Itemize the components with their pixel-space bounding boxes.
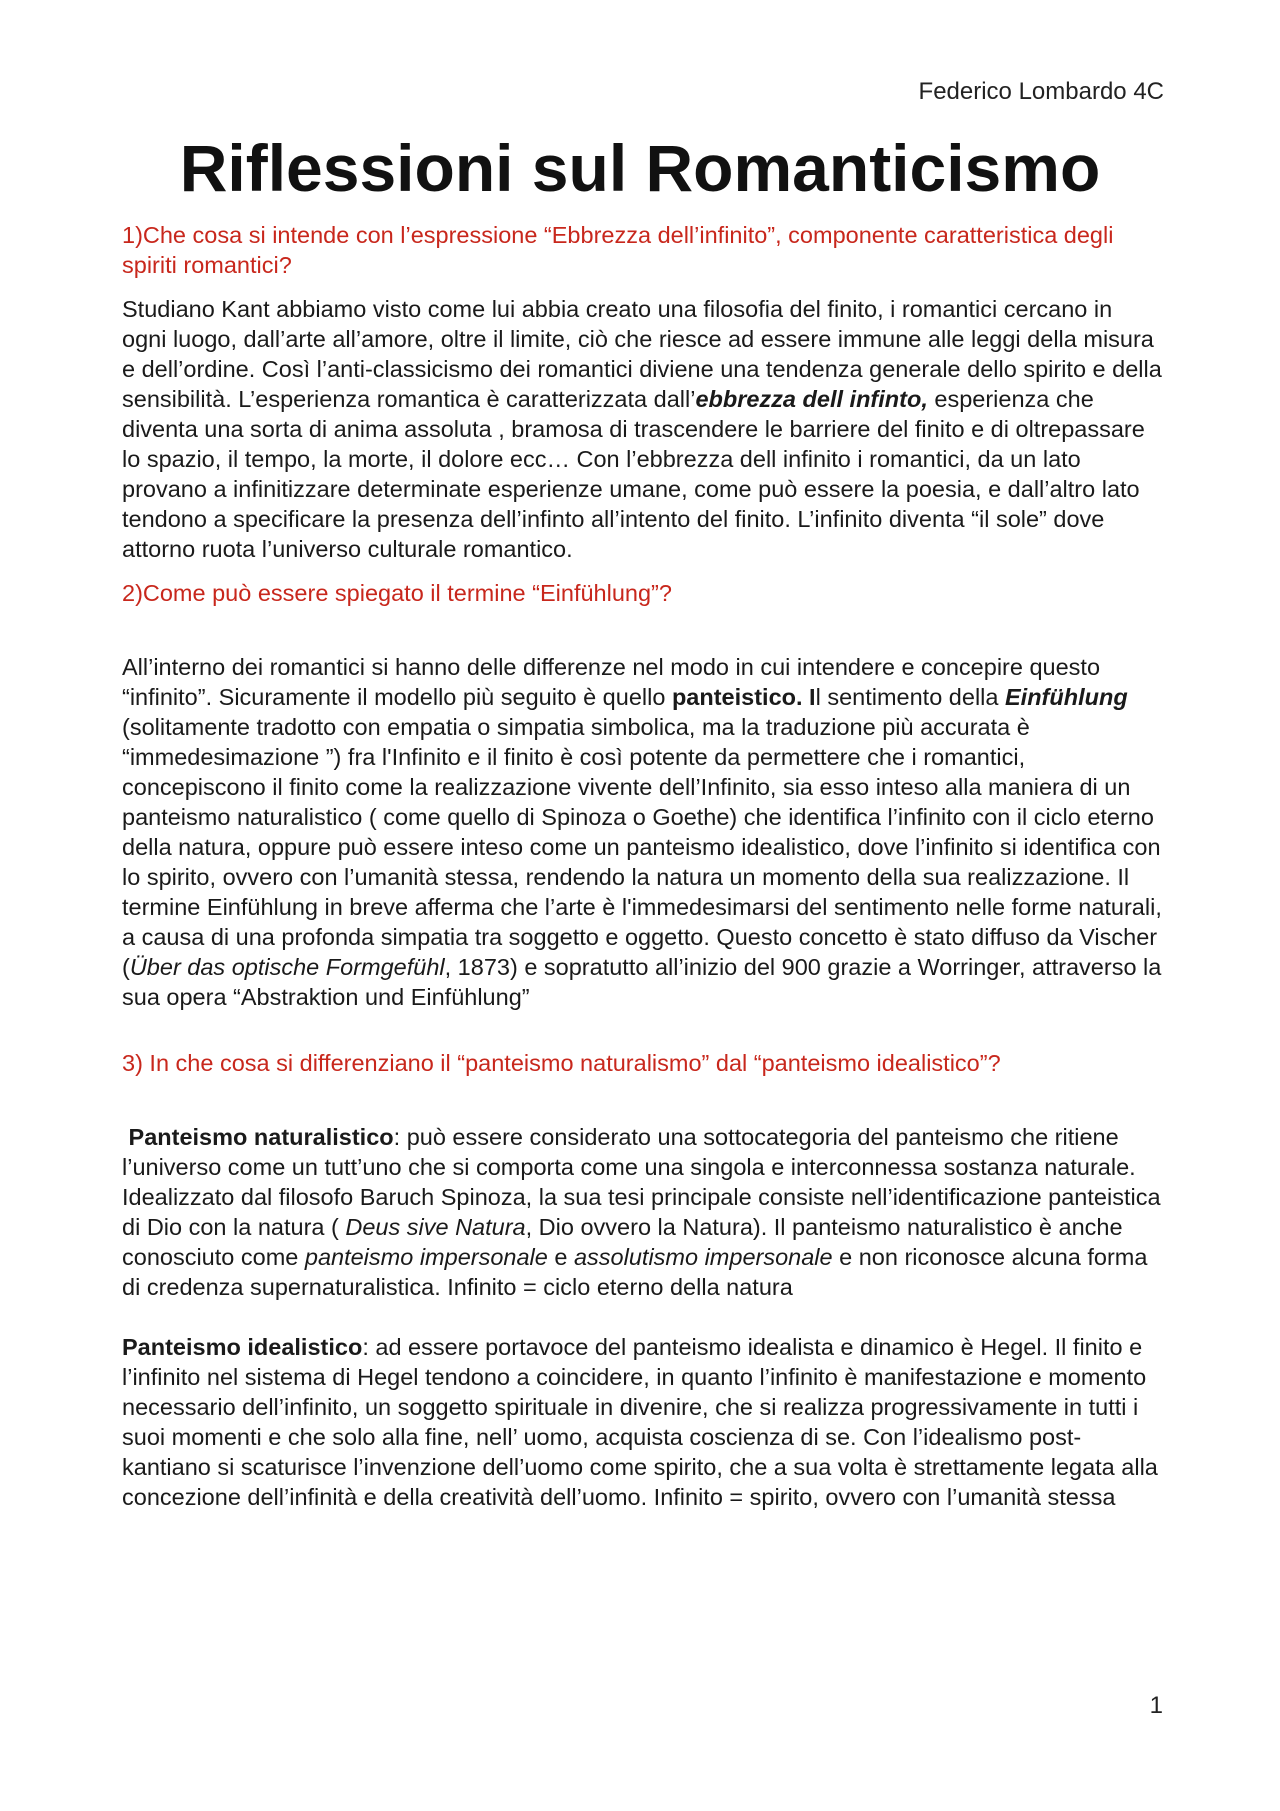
answer-2-text-3: (solitamente tradotto con empatia o simpatia simbolica, ma la traduzione più accurata è “immedesimazione ”) fra l'Infinito e il finito è così potente da permettere che i romantici, concepiscono il finito come la realizzazione vivente dell’Infinito, sia esso inteso alla maniera di un panteismo naturalistico ( come quello di Spinoza o Goethe) che identifica l’infinito con il ciclo eterno della natura, oppure può essere inteso come un panteismo idealistico, dove l’infinito si identifica con lo spirito, ovvero con l’umanità stessa, rendendo la natura un momento della sua realizzazione. Il termine Einfühlung in breve afferma che l’arte è l'immedesimarsi del sentimento nelle forme naturali, a causa di una profonda simpatia tra soggetto e oggetto. Questo concetto è stato diffuso da Vischer (: [122, 714, 1162, 980]
idealistic-text: : ad essere portavoce del panteismo idealista e dinamico è Hegel. Il finito e l’infinito nel sistema di Hegel tendono a coincidere, in quanto l’infinito è manifestazione e momento necessario dell’infinito, un soggetto spirituale in divenire, che si realizza progressivamente in tutti i suoi momenti e che solo alla fine, nell’ uomo, acquista coscienza di se. Con l’idealismo post-kantiano si scaturisce l’invenzione dell’uomo come spirito, che a sua volta è strettamente legata alla concezione dell’infinità e della creatività dell’uomo. Infinito = spirito, ovvero con l’umanità stessa: [122, 1334, 1158, 1510]
naturalistic-italic-1: Deus sive Natura: [345, 1214, 526, 1240]
answer-2-text-4: , 1873) e sopratutto all’inizio del 900 grazie a Worringer, attraverso la sua opera “Abstraktion und Einfühlung”: [122, 954, 1162, 1010]
answer-1-text-b: esperienza che diventa una sorta di anima assoluta , bramosa di trascendere le barriere del finito e di oltrepassare lo spazio, il tempo, la morte, il dolore ecc… Con l’ebbrezza dell infinito i romantici, da un lato provano a infinitizzare determinate esperienze umane, come può essere la poesia, e dall’altro lato tendono a specificare la presenza dell’infinto all’intento del finito. L’infinito diventa “il sole” dove attorno ruota l’universo culturale romantico.: [122, 386, 1145, 562]
answer-1-text-a: Studiano Kant abbiamo visto come lui abbia creato una filosofia del finito, i romantici cercano in ogni luogo, dall’arte all’amore, oltre il limite, ciò che riesce ad essere immune alle leggi della misura e dell’ordine. Così l’anti-classicismo dei romantici diviene una tendenza generale dello spirito e della sensibilità. L’esperienza romantica è caratterizzata dall’: [122, 296, 1162, 412]
question-1: 1)Che cosa si intende con l’espressione “Ebbrezza dell’infinito”, componente caratteristica degli spiriti romantici?: [122, 222, 1114, 278]
naturalistic-text-b: , Dio ovvero la Natura). Il panteismo naturalistico è anche conosciuto come: [122, 1214, 1123, 1270]
answer-1-emphasis: ebbrezza dell infinto,: [695, 386, 928, 412]
page-number: 1: [1149, 1692, 1163, 1719]
answer-2-book-title: Über das optische Formgefühl: [129, 954, 445, 980]
naturalistic-italic-3: assolutismo impersonale: [573, 1244, 833, 1270]
page-title: Riflessioni sul Romanticismo: [179, 131, 1101, 205]
naturalistic-italic-2: panteismo impersonale: [304, 1244, 548, 1270]
idealistic-label: Panteismo idealistico: [122, 1334, 363, 1360]
naturalistic-text-c: e: [547, 1244, 574, 1270]
answer-2: [122, 652, 1162, 1012]
naturalistic-label: Panteismo naturalistico: [128, 1124, 394, 1150]
answer-3-naturalistic: [122, 1122, 1162, 1302]
naturalistic-text-a: : può essere considerato una sottocategoria del panteismo che ritiene l’universo come un tutt’uno che si comporta come una singola e interconnessa sostanza naturale. Idealizzato dal filosofo Baruch Spinoza, la sua tesi principale consiste nell’identificazione panteistica di Dio con la natura (: [122, 1124, 1161, 1240]
answer-2-text-2: l sentimento della: [815, 684, 1005, 710]
naturalistic-text-d: e non riconosce alcuna forma di credenza supernaturalistica. Infinito = ciclo eterno della natura: [122, 1244, 1148, 1300]
answer-3-idealistic: [122, 1332, 1162, 1512]
document-body: [122, 220, 1162, 1526]
answer-1: [122, 294, 1162, 564]
answer-2-emphasis: Einfühlung: [1005, 684, 1128, 710]
question-2: 2)Come può essere spiegato il termine “Einfühlung”?: [122, 580, 672, 606]
answer-2-bold: panteistico. I: [671, 684, 816, 710]
question-3: 3) In che cosa si differenziano il “panteismo naturalismo” dal “panteismo idealistico”?: [122, 1050, 1001, 1076]
answer-2-text-1: All’interno dei romantici si hanno delle differenze nel modo in cui intendere e concepire questo “infinito”. Sicuramente il modello più seguito è quello: [122, 654, 1101, 710]
author-name: Federico Lombardo 4C: [918, 78, 1164, 105]
